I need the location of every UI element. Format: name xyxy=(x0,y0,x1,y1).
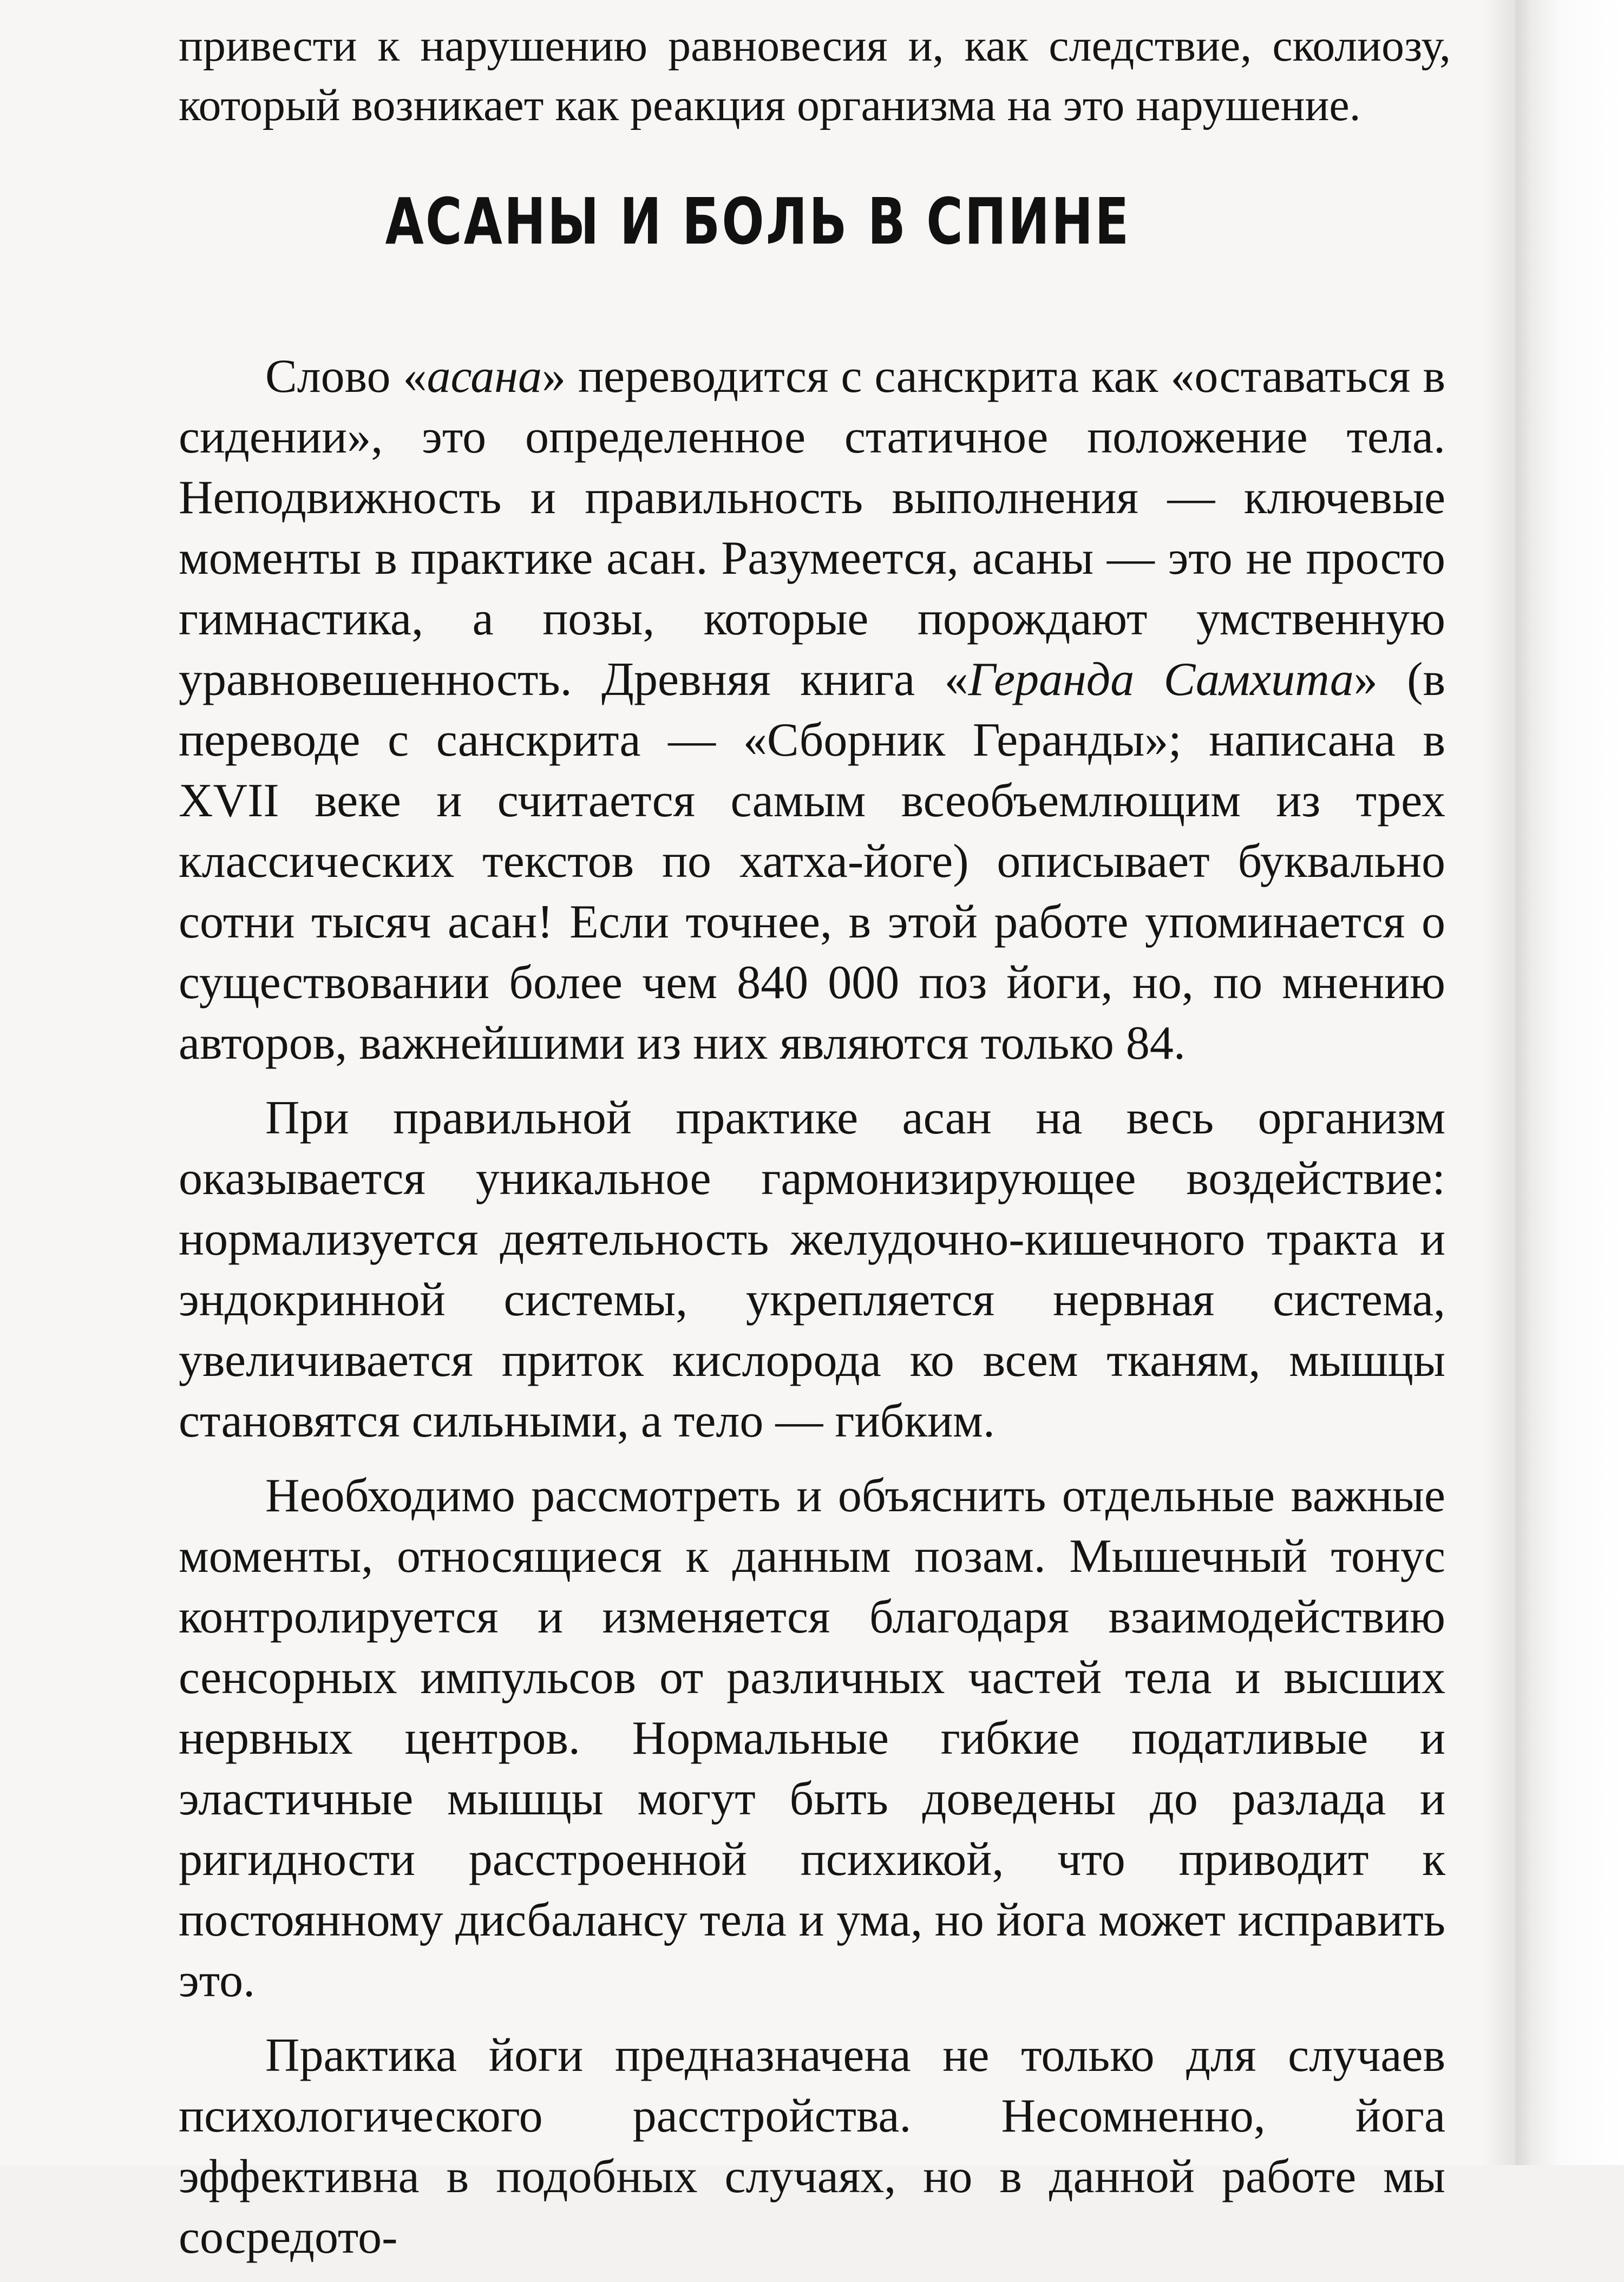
paragraph xyxy=(179,1088,1445,1452)
paragraph xyxy=(179,346,1445,1074)
paragraph-text: » переводится с санскрита как «оставаться в сидении», это определенное статичное положение тела. Неподвижность и правильность выполнения — ключевые моменты в практике асан. Разумеется, асаны — это не просто гимнастика, а позы, которые порождают умственную уравновешенность. Древняя книга « xyxy=(179,350,1445,706)
paragraph xyxy=(179,1466,1445,2011)
paragraph-text: Необходимо рассмотреть и объяснить отдельные важные моменты, относящиеся к данным позам. Мышечный тонус контролируется и изменяется благодаря взаимодействию сенсорных импульсов от различных частей тела и высших нервных центров. Нормальные гибкие податливые и эластичные мышцы могут быть доведены до разлада и ригидности расстроенной психикой, что приводит к постоянному дисбалансу тела и ума, но йога может исправить это. xyxy=(179,1470,1445,2007)
body-text xyxy=(179,346,1445,2282)
paragraph-text: » (в переводе с санскрита — «Сборник Геранды»; написана в XVII веке и считается самым всеобъемлющим из трех классических текстов по хатха-йоге) описывает буквально сотни тысяч асан! Если точнее, в этой работе упоминается о существовании более чем 840 000 поз йоги, но, по мнению авторов, важнейшими из них являются только 84. xyxy=(179,653,1446,1070)
section-heading: АСАНЫ И БОЛЬ В СПИНЕ xyxy=(385,184,1131,259)
italic-term: Геранда Самхита xyxy=(968,653,1354,706)
previous-paragraph-ending xyxy=(179,16,1451,135)
paragraph-text: При правильной практике асан на весь организм оказывается уникальное гармонизирующее воздействие: нормализуется деятельность желудочно-кишечного тракта и эндокринной системы, укрепляется нервная система, увеличивается приток кислорода ко всем тканям, мышцы становятся сильными, а тело — гибким. xyxy=(179,1092,1445,1447)
paragraph-text: Слово « xyxy=(265,350,427,403)
previous-paragraph-text: привести к нарушению равновесия и, как следствие, сколиозу, который возникает как реакция организма на это нарушение. xyxy=(179,21,1451,130)
italic-term: асана xyxy=(427,350,542,403)
paragraph xyxy=(179,2025,1445,2268)
page-gutter-shadow xyxy=(1483,0,1516,2165)
page-edge xyxy=(1516,0,1624,2165)
paragraph-text: Практика йоги предназначена не только для случаев психологического расстройства. Несомненно, йога эффективна в подобных случаях, но в данной работе мы сосредото- xyxy=(179,2029,1445,2264)
